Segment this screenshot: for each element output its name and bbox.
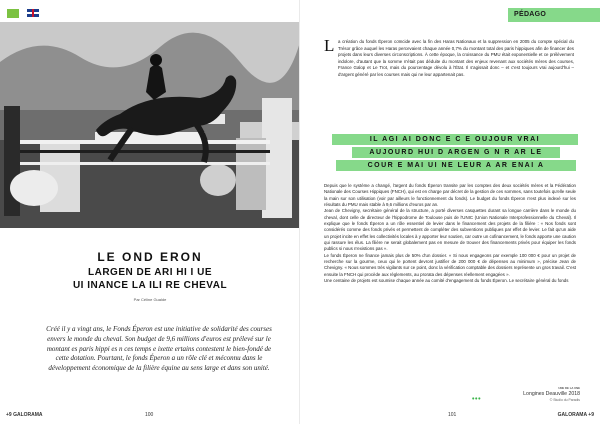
article-body [324,183,576,285]
body-paragraph-3: Le fonds Éperon ne finance jamais plus de 50% d'un dossier. « Si nous engageons par exemple 100 000 € pour un projet de recherche sur la gourme, ceux qui le portent devront justifier de 200 000 € de dépenses au minimum », précise Jean de Chevigny. « Nous sommes très vigilants sur ce point, donc la vérification comptable des dossiers représente un gros travail. C'est ensuite la FNCH qui procède aux règlements, au prorata des dépenses réellement engagées ». [324,252,576,277]
article-title-line-2: LARGEN DE ARI HI I UE [87,267,213,278]
intro-paragraph: Créé il y a vingt ans, le Fonds Éperon est une initiative de solidarité des courses envers le monde du cheval. Son budget de 9,6 millions d'euros est prélevé sur le montant es paris hippi es n ces temps e ixette ertains contestent le bien-fondé de cette dotation. Pourtant, le fonds Éperon a un rôle clé et méconnu dans le développement économique de la filière équine au sens large et dans son unité. [46,325,272,373]
right-page [300,0,600,424]
pullquote-text-2: AUJOURD HUI D ARGEN G N R AR LE [369,149,543,156]
page-number-right: 101 [448,412,457,418]
show-jumping-photo [0,22,300,228]
folio-magazine-right: GALORAMA +9 [557,412,594,418]
drop-cap: L [324,36,335,55]
pullquote-line-2 [352,147,560,158]
pullquote-line-1 [332,134,578,145]
photo-caption: Longines Deauville 2018 [523,391,580,397]
photo-credit-tag: UNE DE LA UNE [558,386,580,390]
body-paragraph-1: Depuis que le système a changé, l'argent du fonds Éperon transite par les comptes des deux sociétés mères et la Fédération Nationale des Courses Hippiques (FNCH), qui est en charge par décret de la gestion de ces sommes, sans toutefois qu'elle seule la main sur son utilisation (voir par ailleurs le fonctionnement du fonds). Le budget du fonds Éperon n'est plus indexé sur les résultats du PMU mais stable à 9,6 millions d'euros par an. [324,183,576,208]
body-paragraph-2: Jean de Chevigny, secrétaire général de la structure, a porté diverses casquettes durant sa longue carrière dans le monde du cheval, dont celle de directeur de l'hippodrome de Toulouse puis de l'UNIC (Union Nationale Interprofessionnelle du Cheval). Il explique que le fonds Éperon a un rôle essentiel de levier dans le financement des projets de la filière : « Nos fonds sont considérés comme des fonds privés et permettent de compléter des subventions publiques par effet de levier. Le fait qu'un aide un projet incite en effet les collectivités locales à y apporter leur soutien, car outre un cofinancement, le fonds apporte une caution qui rassure les élus. La filière ne serait globalement pas en mesure de trouver des financements privés pour équiper les fonds publics si nous n'existions pas ». [324,208,576,252]
folio-magazine-left: +9 GALORAMA [6,412,43,418]
flag-fr-icon[interactable] [7,9,19,18]
photo-copyright: © Studio du Paradis [549,398,580,402]
continue-marker: ••• [472,396,482,403]
article-title-line-1: LE OND ERON [97,250,203,264]
pullquote-line-3 [336,160,576,171]
pullquote-text-1: IL AGI AI DONC E C E OUJOUR VRAI [369,136,541,143]
byline: Par Céline Gualde [133,297,167,302]
flag-uk-icon[interactable] [27,9,39,17]
page-number-left: 100 [145,412,154,418]
lead-paragraph: a création du fonds Éperon coïncide avec la fin des Haras Nationaux et la suppression en 2005 du compte spécial du Trésor grâce auquel les Haras percevaient chaque année 0,7% du montant total des paris hippiques afin de financer des projets dans leurs diverses circonscriptions. À cette époque, la croissance du PMU était exponentielle et ce prélèvement indolore, d'autant que la somme n'était pas déduite du montant des enjeux revenant aux sociétés mères des courses, France Galop et Le Trot, mais du pourcentage dévolu à l'État. Il s'agissait donc – et c'est toujours vrai aujourd'hui – d'argent généré par les courses mais qui ne leur appartenait pas. [338,39,574,77]
section-label: PÉDAGO [508,8,600,22]
photo-illustration [0,22,300,228]
pullquote-text-3: COUR E MAI UI NE LEUR A AR ENAI A [367,162,545,169]
body-paragraph-4: Une centaine de projets est soumise chaque année au comité d'engagement du fonds Éperon. Le secrétaire général du fonds [324,278,569,284]
article-title-line-3: UI INANCE LA ILI RE CHEVAL [72,280,228,291]
